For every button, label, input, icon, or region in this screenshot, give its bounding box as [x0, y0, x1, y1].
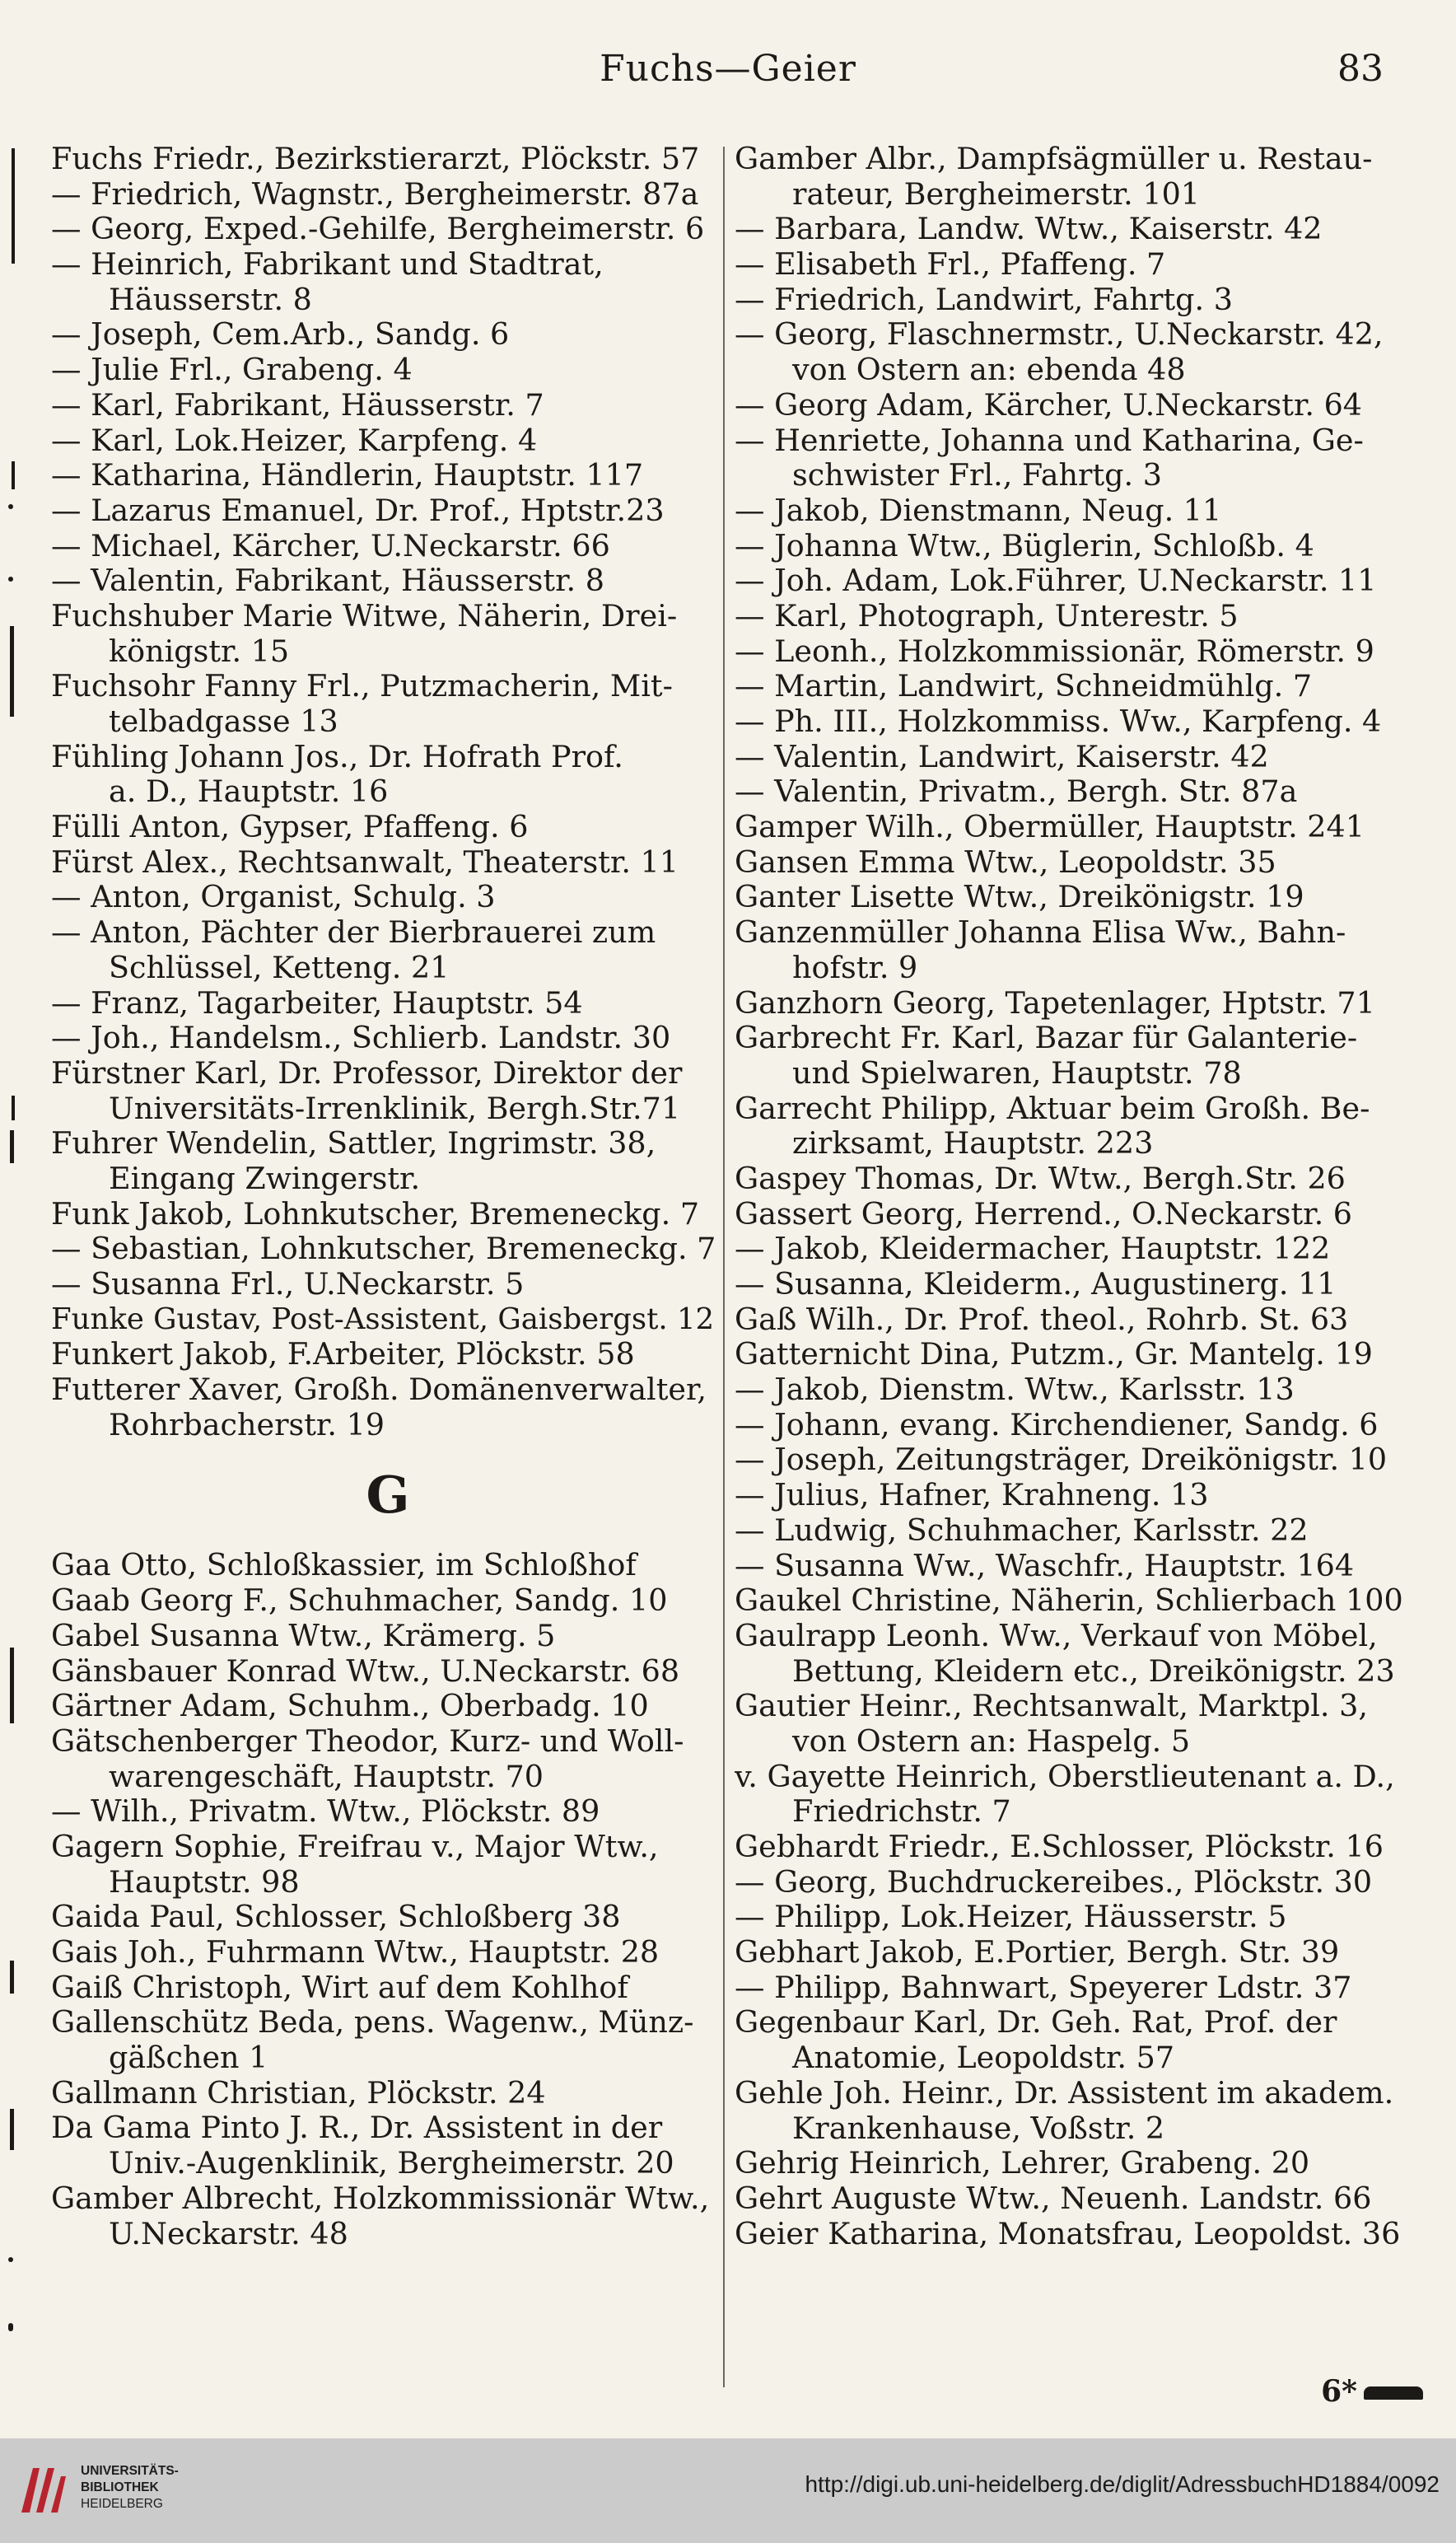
directory-entry-line: — Katharina, Händlerin, Hauptstr. 117	[51, 458, 644, 493]
directory-entry-line: — Susanna Frl., U.Neckarstr. 5	[51, 1267, 525, 1302]
directory-entry-line: — Michael, Kärcher, U.Neckarstr. 66	[51, 528, 610, 563]
directory-entry-line: — Johanna Wtw., Büglerin, Schloßb. 4	[735, 528, 1314, 563]
directory-entry-line: Fühling Johann Jos., Dr. Hofrath Prof.	[51, 739, 623, 774]
margin-mark	[8, 577, 13, 582]
directory-entry-line: Gaiß Christoph, Wirt auf dem Kohlhof	[51, 1970, 628, 2005]
directory-entry-line: Gänsbauer Konrad Wtw., U.Neckarstr. 68	[51, 1653, 680, 1689]
footer-bar	[0, 2438, 1456, 2543]
directory-entry-line: — Philipp, Lok.Heizer, Häusserstr. 5	[735, 1900, 1287, 1935]
directory-entry-line: Gais Joh., Fuhrmann Wtw., Hauptstr. 28	[51, 1935, 660, 1970]
directory-entry-line: Gallmann Christian, Plöckstr. 24	[51, 2075, 546, 2111]
directory-entry-line: — Karl, Lok.Heizer, Karpfeng. 4	[51, 423, 538, 458]
margin-mark	[10, 1130, 14, 1163]
directory-entry-line: Bettung, Kleidern etc., Dreikönigstr. 23	[792, 1653, 1395, 1689]
directory-entry-line: Gaukel Christine, Näherin, Schlierbach 100	[735, 1583, 1403, 1619]
directory-entry-line: Gehrig Heinrich, Lehrer, Grabeng. 20	[735, 2146, 1310, 2181]
directory-entry-line: gäßchen 1	[109, 2040, 268, 2076]
directory-entry-line: rateur, Bergheimerstr. 101	[792, 176, 1201, 212]
directory-entry-line: Gabel Susanna Wtw., Krämerg. 5	[51, 1618, 556, 1653]
directory-entry-line: Gassert Georg, Herrend., O.Neckarstr. 6	[735, 1196, 1353, 1232]
directory-entry-line: — Ph. III., Holzkommiss. Ww., Karpfeng. 4	[735, 704, 1382, 739]
directory-entry-line: Gallenschütz Beda, pens. Wagenw., Münz-	[51, 2005, 694, 2040]
directory-entry-line: Gaida Paul, Schlosser, Schloßberg 38	[51, 1900, 621, 1935]
directory-entry-line: Fuchs Friedr., Bezirkstierarzt, Plöckstr. 57	[51, 142, 700, 176]
directory-entry-line: — Joh., Handelsm., Schlierb. Landstr. 30	[51, 1021, 671, 1056]
directory-entry-line: und Spielwaren, Hauptstr. 78	[792, 1055, 1242, 1091]
directory-entry-line: — Elisabeth Frl., Pfaffeng. 7	[735, 247, 1166, 283]
directory-entry-line: — Georg, Buchdruckereibes., Plöckstr. 30	[735, 1864, 1373, 1900]
directory-entry-line: Da Gama Pinto J. R., Dr. Assistent in der	[51, 2111, 663, 2146]
library-name	[81, 2463, 179, 2513]
directory-entry-line: Ganter Lisette Wtw., Dreikönigstr. 19	[735, 880, 1304, 915]
directory-entry-line: Futterer Xaver, Großh. Domänenverwalter,	[51, 1372, 707, 1408]
running-head	[0, 48, 1456, 105]
directory-entry-line: Gagern Sophie, Freifrau v., Major Wtw.,	[51, 1829, 659, 1864]
directory-entry-line: hofstr. 9	[792, 950, 918, 985]
directory-entry-line: — Ludwig, Schuhmacher, Karlsstr. 22	[735, 1512, 1309, 1548]
directory-entry-line: Anatomie, Leopoldstr. 57	[792, 2040, 1175, 2076]
right-column	[735, 142, 1416, 2251]
directory-entry-line: — Martin, Landwirt, Schneidmühlg. 7	[735, 669, 1313, 704]
directory-entry-line: — Sebastian, Lohnkutscher, Bremeneckg. 7	[51, 1232, 716, 1267]
directory-entry-line: Gärtner Adam, Schuhm., Oberbadg. 10	[51, 1689, 649, 1724]
directory-entry-line: — Julie Frl., Grabeng. 4	[51, 353, 413, 388]
directory-entry-line: Rohrbacherstr. 19	[109, 1407, 385, 1442]
directory-entry-line: Garrecht Philipp, Aktuar beim Großh. Be-	[735, 1091, 1370, 1126]
directory-entry-line: Gehrt Auguste Wtw., Neuenh. Landstr. 66	[735, 2181, 1372, 2216]
directory-entry-line: von Ostern an: Haspelg. 5	[792, 1723, 1191, 1759]
directory-entry-line: — Henriette, Johanna und Katharina, Ge-	[735, 423, 1364, 458]
directory-entry-line: Gamber Albrecht, Holzkommissionär Wtw.,	[51, 2181, 710, 2216]
directory-entry-line: — Julius, Hafner, Krahneng. 13	[735, 1478, 1209, 1513]
margin-mark	[10, 1648, 14, 1723]
margin-mark	[12, 1096, 15, 1120]
directory-entry-line: — Valentin, Landwirt, Kaiserstr. 42	[735, 739, 1269, 774]
directory-entry-line: Fuhrer Wendelin, Sattler, Ingrimstr. 38,	[51, 1126, 656, 1162]
directory-entry-line: — Karl, Fabrikant, Häusserstr. 7	[51, 387, 544, 423]
directory-entry-line: Fuchsohr Fanny Frl., Putzmacherin, Mit-	[51, 669, 673, 704]
margin-mark	[8, 2257, 13, 2262]
directory-entry-line: — Georg, Flaschnermstr., U.Neckarstr. 42,	[735, 317, 1384, 353]
directory-entry-line: — Wilh., Privatm. Wtw., Plöckstr. 89	[51, 1794, 600, 1830]
directory-entry-line: Garbrecht Fr. Karl, Bazar für Galanterie-	[735, 1021, 1358, 1056]
directory-entry-line: Gehle Joh. Heinr., Dr. Assistent im akadem.	[735, 2075, 1394, 2111]
library-line: HEIDELBERG	[81, 2497, 163, 2511]
directory-entry-line: Ganzenmüller Johanna Elisa Ww., Bahn-	[735, 915, 1346, 951]
directory-entry-line: — Lazarus Emanuel, Dr. Prof., Hptstr.23	[51, 493, 665, 528]
directory-entry-line: — Barbara, Landw. Wtw., Kaiserstr. 42	[735, 212, 1323, 247]
directory-entry-line: schwister Frl., Fahrtg. 3	[792, 458, 1162, 493]
directory-entry-line: — Jakob, Dienstm. Wtw., Karlsstr. 13	[735, 1372, 1295, 1408]
directory-entry-line: zirksamt, Hauptstr. 223	[792, 1126, 1154, 1162]
directory-entry-line: warengeschäft, Hauptstr. 70	[109, 1759, 544, 1794]
margin-mark	[10, 626, 14, 717]
directory-entry-line: Fülli Anton, Gypser, Pfaffeng. 6	[51, 810, 529, 845]
directory-entry-line: Gautier Heinr., Rechtsanwalt, Marktpl. 3,	[735, 1689, 1368, 1724]
margin-mark	[12, 461, 15, 489]
directory-entry-line: Gätschenberger Theodor, Kurz- und Woll-	[51, 1723, 684, 1759]
directory-entry-line: Funk Jakob, Lohnkutscher, Bremeneckg. 7	[51, 1196, 700, 1232]
directory-entry-line: Gatternicht Dina, Putzm., Gr. Mantelg. 19	[735, 1337, 1373, 1372]
directory-entry-line: — Valentin, Privatm., Bergh. Str. 87a	[735, 774, 1298, 810]
running-title: Fuchs—Geier	[600, 48, 856, 90]
directory-entry-line: Gebhart Jakob, E.Portier, Bergh. Str. 39	[735, 1935, 1340, 1970]
directory-entry-line: Funkert Jakob, F.Arbeiter, Plöckstr. 58	[51, 1337, 635, 1372]
directory-entry-line: Geier Katharina, Monatsfrau, Leopoldst. 36	[735, 2216, 1401, 2251]
directory-entry-line: Universitäts-Irrenklinik, Bergh.Str.71	[109, 1091, 681, 1126]
directory-entry-line: Gamper Wilh., Obermüller, Hauptstr. 241	[735, 810, 1365, 845]
directory-entry-line: königstr. 15	[109, 633, 290, 669]
margin-mark	[10, 1961, 14, 1994]
directory-entry-line: — Joseph, Zeitungsträger, Dreikönigstr. 10	[735, 1442, 1388, 1478]
directory-entry-line: — Anton, Pächter der Bierbrauerei zum	[51, 915, 656, 951]
directory-entry-line: — Karl, Photograph, Unterestr. 5	[735, 598, 1239, 633]
directory-entry-line: Krankenhause, Voßstr. 2	[792, 2111, 1165, 2146]
directory-entry-line: — Joseph, Cem.Arb., Sandg. 6	[51, 317, 510, 353]
directory-entry-line: — Joh. Adam, Lok.Führer, U.Neckarstr. 11	[735, 563, 1377, 599]
directory-entry-line: Hauptstr. 98	[109, 1864, 300, 1900]
directory-entry-line: Gaab Georg F., Schuhmacher, Sandg. 10	[51, 1583, 668, 1619]
directory-entry-line: — Georg, Exped.-Gehilfe, Bergheimerstr. 6	[51, 212, 705, 247]
directory-entry-line: — Friedrich, Landwirt, Fahrtg. 3	[735, 282, 1233, 317]
directory-entry-line: — Georg Adam, Kärcher, U.Neckarstr. 64	[735, 387, 1363, 423]
directory-entry-line: a. D., Hauptstr. 16	[109, 774, 389, 810]
directory-entry-line: Gansen Emma Wtw., Leopoldstr. 35	[735, 844, 1276, 880]
directory-entry-line: Gebhardt Friedr., E.Schlosser, Plöckstr. 16	[735, 1830, 1384, 1864]
directory-entry-line: Fürstner Karl, Dr. Professor, Direktor der	[51, 1055, 683, 1091]
directory-entry-line: — Franz, Tagarbeiter, Hauptstr. 54	[51, 985, 583, 1021]
directory-entry-line: Funke Gustav, Post-Assistent, Gaisbergst. 12	[51, 1302, 715, 1336]
directory-entry-line: U.Neckarstr. 48	[109, 2216, 348, 2251]
directory-entry-line: Gaspey Thomas, Dr. Wtw., Bergh.Str. 26	[735, 1161, 1346, 1196]
column-divider	[723, 147, 725, 2387]
directory-entry-line: — Johann, evang. Kirchendiener, Sandg. 6	[735, 1407, 1379, 1442]
directory-entry-line: v. Gayette Heinrich, Oberstlieutenant a. D.,	[735, 1759, 1395, 1794]
directory-entry-line: Fuchshuber Marie Witwe, Näherin, Drei-	[51, 598, 678, 633]
directory-entry-line: — Leonh., Holzkommissionär, Römerstr. 9	[735, 633, 1374, 669]
directory-entry-line: — Philipp, Bahnwart, Speyerer Ldstr. 37	[735, 1970, 1352, 2005]
directory-entry-line: — Valentin, Fabrikant, Häusserstr. 8	[51, 563, 604, 599]
margin-mark	[8, 504, 13, 509]
page-number: 83	[1337, 48, 1384, 90]
directory-entry-line: von Ostern an: ebenda 48	[792, 353, 1186, 388]
directory-entry-line: Schlüssel, Ketteng. 21	[109, 950, 450, 985]
library-seal-icon	[15, 2461, 72, 2519]
library-line: BIBLIOTHEK	[81, 2480, 159, 2494]
signature-mark: 6*	[1321, 2374, 1357, 2409]
directory-entry-line: Univ.-Augenklinik, Bergheimerstr. 20	[109, 2146, 674, 2181]
directory-entry-line: — Jakob, Dienstmann, Neug. 11	[735, 493, 1222, 528]
section-letter-heading: G	[366, 1465, 410, 1526]
directory-entry-line: — Heinrich, Fabrikant und Stadtrat,	[51, 247, 604, 283]
directory-entry-line: Gaß Wilh., Dr. Prof. theol., Rohrb. St. 63	[735, 1302, 1349, 1337]
directory-entry-line: — Susanna, Kleiderm., Augustinerg. 11	[735, 1267, 1337, 1302]
directory-entry-line: telbadgasse 13	[109, 704, 338, 739]
margin-mark	[12, 148, 15, 264]
source-url[interactable]: http://digi.ub.uni-heidelberg.de/diglit/AdressbuchHD1884/0092	[805, 2471, 1440, 2497]
margin-mark	[10, 2109, 14, 2150]
directory-entry-line: — Susanna Ww., Waschfr., Hauptstr. 164	[735, 1548, 1355, 1583]
directory-entry-line: Gaulrapp Leonh. Ww., Verkauf von Möbel,	[735, 1618, 1378, 1653]
ink-smudge	[1364, 2386, 1423, 2400]
left-column	[51, 142, 725, 2251]
directory-entry-line: Fürst Alex., Rechtsanwalt, Theaterstr. 11	[51, 844, 679, 880]
directory-entry-line: Ganzhorn Georg, Tapetenlager, Hptstr. 71	[735, 985, 1375, 1021]
directory-entry-line: — Jakob, Kleidermacher, Hauptstr. 122	[735, 1232, 1331, 1267]
directory-entry-line: Gaa Otto, Schloßkassier, im Schloßhof	[51, 1548, 637, 1583]
directory-entry-line: — Friedrich, Wagnstr., Bergheimerstr. 87a	[51, 176, 699, 212]
directory-entry-line: Gamber Albr., Dampfsägmüller u. Restau-	[735, 142, 1373, 176]
directory-entry-line: Eingang Zwingerstr.	[109, 1161, 421, 1196]
margin-mark	[8, 2323, 13, 2331]
directory-entry-line: Häusserstr. 8	[109, 282, 312, 317]
directory-entry-line: Friedrichstr. 7	[792, 1794, 1011, 1830]
directory-entry-line: Gegenbaur Karl, Dr. Geh. Rat, Prof. der	[735, 2005, 1337, 2040]
library-line: UNIVERSITÄTS-	[81, 2464, 179, 2478]
directory-entry-line: — Anton, Organist, Schulg. 3	[51, 880, 496, 915]
